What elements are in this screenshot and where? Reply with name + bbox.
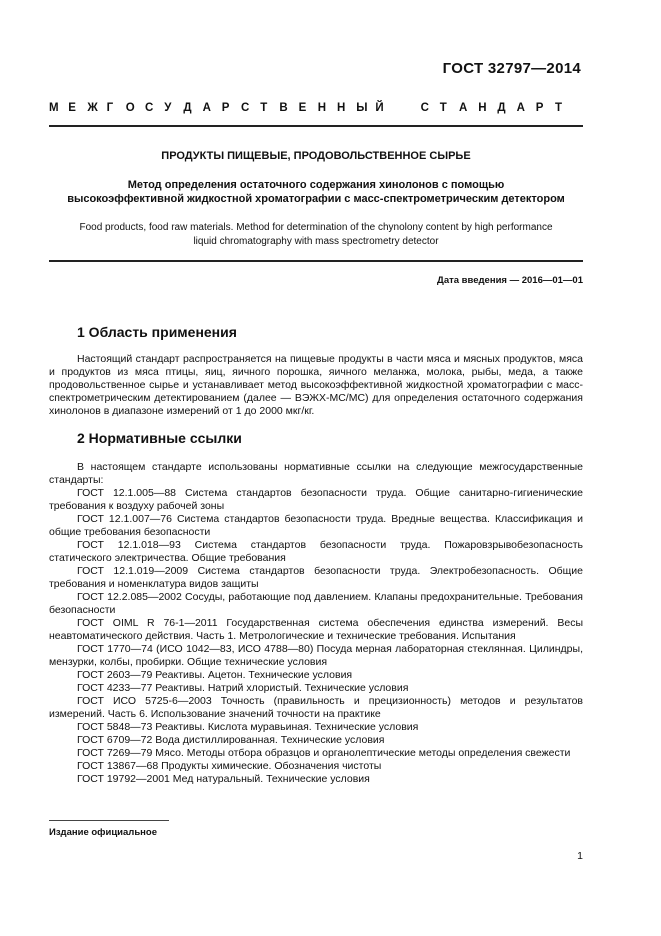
english-title-line-2: liquid chromatography with mass spectrometry detector bbox=[193, 236, 439, 247]
english-title-line-1: Food products, food raw materials. Method for determination of the chynolony content by high performance bbox=[79, 222, 553, 233]
reference-item: ГОСТ 12.1.005—88 Система стандартов безопасности труда. Общие санитарно-гигиенические требования к воздуху рабочей зоны bbox=[49, 487, 583, 512]
reference-item: ГОСТ 12.1.007—76 Система стандартов безопасности труда. Вредные вещества. Классификация и общие требования безопасности bbox=[49, 513, 583, 538]
reference-item: ГОСТ 12.2.085—2002 Сосуды, работающие под давлением. Клапаны предохранительные. Требования безопасности bbox=[49, 591, 583, 616]
reference-item: ГОСТ 12.1.018—93 Система стандартов безопасности труда. Пожаровзрывобезопасность статического электричества. Общие требования bbox=[49, 539, 583, 564]
reference-item: ГОСТ 19792—2001 Мед натуральный. Технические условия bbox=[77, 773, 370, 785]
reference-item: ГОСТ 6709—72 Вода дистиллированная. Технические условия bbox=[77, 734, 385, 746]
english-title bbox=[49, 221, 583, 249]
section-2-heading: 2 Нормативные ссылки bbox=[77, 430, 242, 446]
subtitle-line-1: Метод определения остаточного содержания хинолонов с помощью bbox=[127, 179, 505, 191]
top-divider bbox=[49, 125, 583, 127]
introduction-date: Дата введения — 2016—01—01 bbox=[437, 275, 583, 286]
footer-divider bbox=[49, 820, 169, 821]
section-2-intro: В настоящем стандарте использованы нормативные ссылки на следующие межгосударственные стандарты: bbox=[49, 461, 583, 486]
title-divider bbox=[49, 260, 583, 262]
page-number: 1 bbox=[577, 850, 583, 862]
reference-item: ГОСТ ИСО 5725-6—2003 Точность (правильность и прецизионность) методов и результатов измерений. Часть 6. Использование значений точности на практике bbox=[49, 695, 583, 720]
reference-item: ГОСТ 7269—79 Мясо. Методы отбора образцов и органолептические методы определения свежести bbox=[77, 747, 571, 759]
interstate-standard-banner: М Е Ж Г О С У Д А Р С Т В Е Н Н Ы Й С Т А Н Д А Р Т bbox=[49, 102, 563, 114]
document-number: ГОСТ 32797—2014 bbox=[442, 60, 581, 77]
reference-item: ГОСТ 4233—77 Реактивы. Натрий хлористый. Технические условия bbox=[77, 682, 409, 694]
document-title: ПРОДУКТЫ ПИЩЕВЫЕ, ПРОДОВОЛЬСТВЕННОЕ СЫРЬЕ bbox=[161, 150, 471, 162]
official-edition-label: Издание официальное bbox=[49, 827, 157, 838]
section-1-heading: 1 Область применения bbox=[77, 324, 237, 340]
reference-item: ГОСТ 1770—74 (ИСО 1042—83, ИСО 4788—80) Посуда мерная лабораторная стеклянная. Цилиндры, мензурки, колбы, пробирки. Общие технические условия bbox=[49, 643, 583, 668]
subtitle-line-2: высокоэффективной жидкостной хроматографии с масс-спектрометрическим детектором bbox=[67, 193, 565, 205]
section-1-text: Настоящий стандарт распространяется на пищевые продукты в части мяса и мясных продуктов, мяса и продуктов из мяса птицы, яиц, яичного порошка, яичного меланжа, молока, рыбы, меда, а также продовольственное сырье и устанавливает метод высокоэффективной жидкостной хроматографии с масс-спектрометрическим детектированием (далее — ВЭЖХ-МС/МС) для определения остаточного содержания хинолонов в диапазоне измерений от 1 до 2000 мкг/кг. bbox=[49, 353, 583, 417]
reference-item: ГОСТ 2603—79 Реактивы. Ацетон. Технические условия bbox=[77, 669, 353, 681]
reference-list bbox=[49, 487, 583, 786]
reference-item: ГОСТ OIML R 76-1—2011 Государственная система обеспечения единства измерений. Весы неавтоматического действия. Часть 1. Метрологические и технические требования. Испытания bbox=[49, 617, 583, 642]
reference-item: ГОСТ 12.1.019—2009 Система стандартов безопасности труда. Электробезопасность. Общие требования и номенклатура видов защиты bbox=[49, 565, 583, 590]
reference-item: ГОСТ 13867—68 Продукты химические. Обозначения чистоты bbox=[77, 760, 382, 772]
document-subtitle bbox=[49, 178, 583, 206]
reference-item: ГОСТ 5848—73 Реактивы. Кислота муравьиная. Технические условия bbox=[77, 721, 419, 733]
